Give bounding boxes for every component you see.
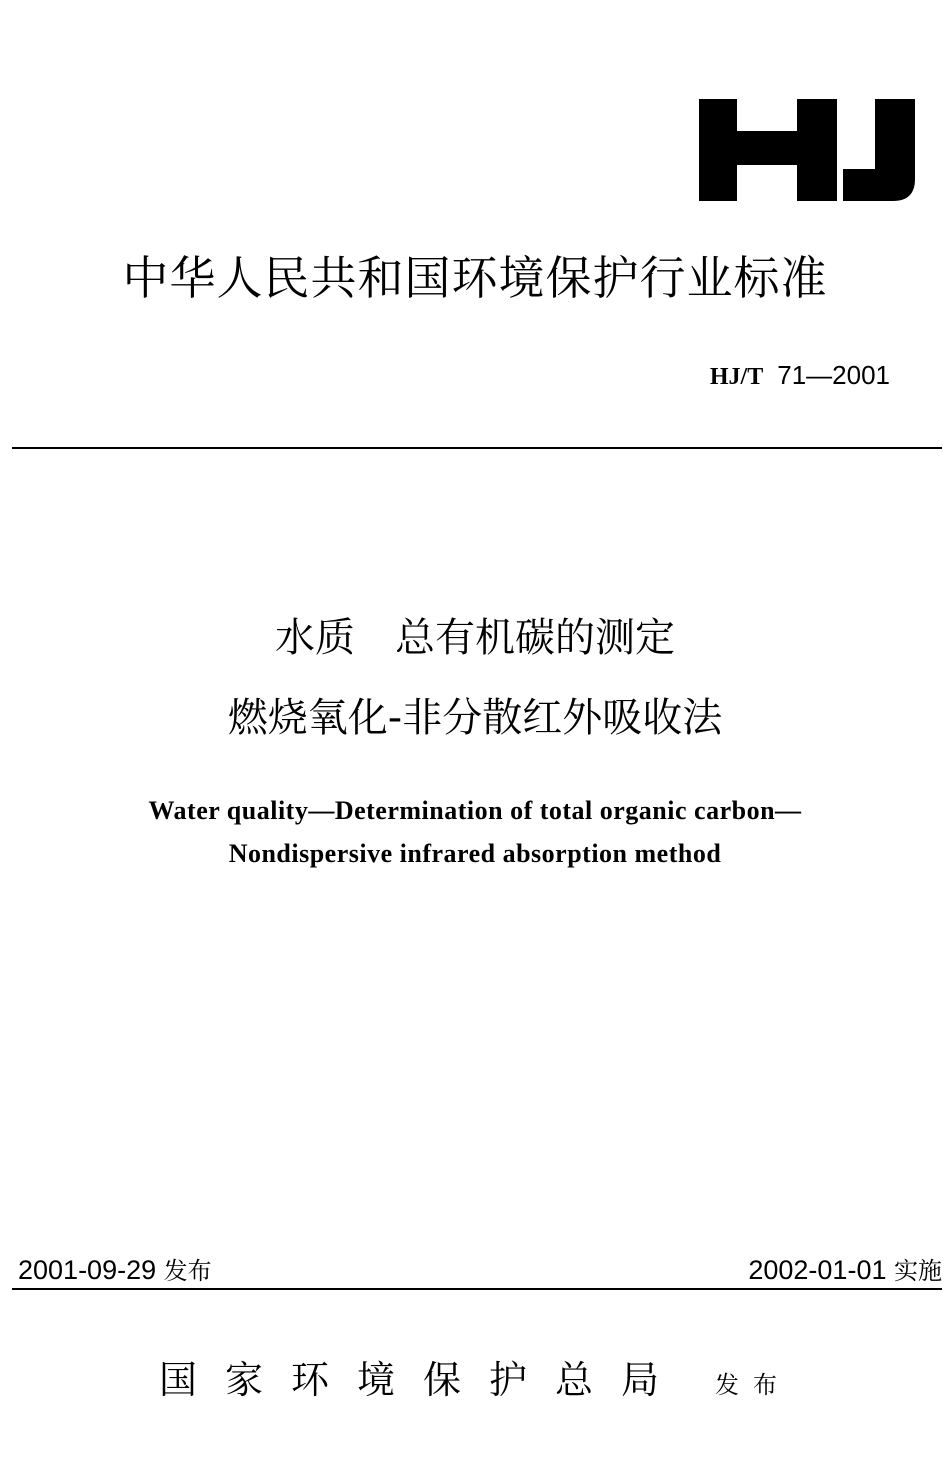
standard-code-number: 71—2001 xyxy=(777,360,890,390)
issuer-organization: 国家环境保护总局 xyxy=(158,1358,687,1402)
issue-date-label: 发布 xyxy=(163,1257,212,1285)
standard-category: 中华人民共和国环境保护行业标准 xyxy=(122,251,828,305)
effective-date-label: 实施 xyxy=(894,1257,942,1285)
effective-date-value: 2002-01-01 xyxy=(748,1255,887,1285)
issuer-action: 发布 xyxy=(715,1371,791,1399)
title-cn-line1: 水质 总有机碳的测定 xyxy=(275,615,675,661)
effective-date xyxy=(748,1253,942,1288)
standard-number xyxy=(710,358,890,394)
title-cn-line2: 燃烧氧化-非分散红外吸收法 xyxy=(227,695,723,741)
top-divider xyxy=(12,447,942,449)
hj-logo xyxy=(697,95,919,203)
issue-date xyxy=(18,1253,212,1288)
hj-logo-mark xyxy=(697,95,919,203)
issue-date-value: 2001-09-29 xyxy=(18,1255,157,1285)
standard-code-prefix: HJ/T xyxy=(709,364,764,390)
title-en-line1: Water quality—Determination of total organic carbon— xyxy=(148,796,802,825)
bottom-divider xyxy=(12,1288,942,1290)
title-en-line2: Nondispersive infrared absorption method xyxy=(228,839,722,868)
issuer xyxy=(0,1355,950,1413)
